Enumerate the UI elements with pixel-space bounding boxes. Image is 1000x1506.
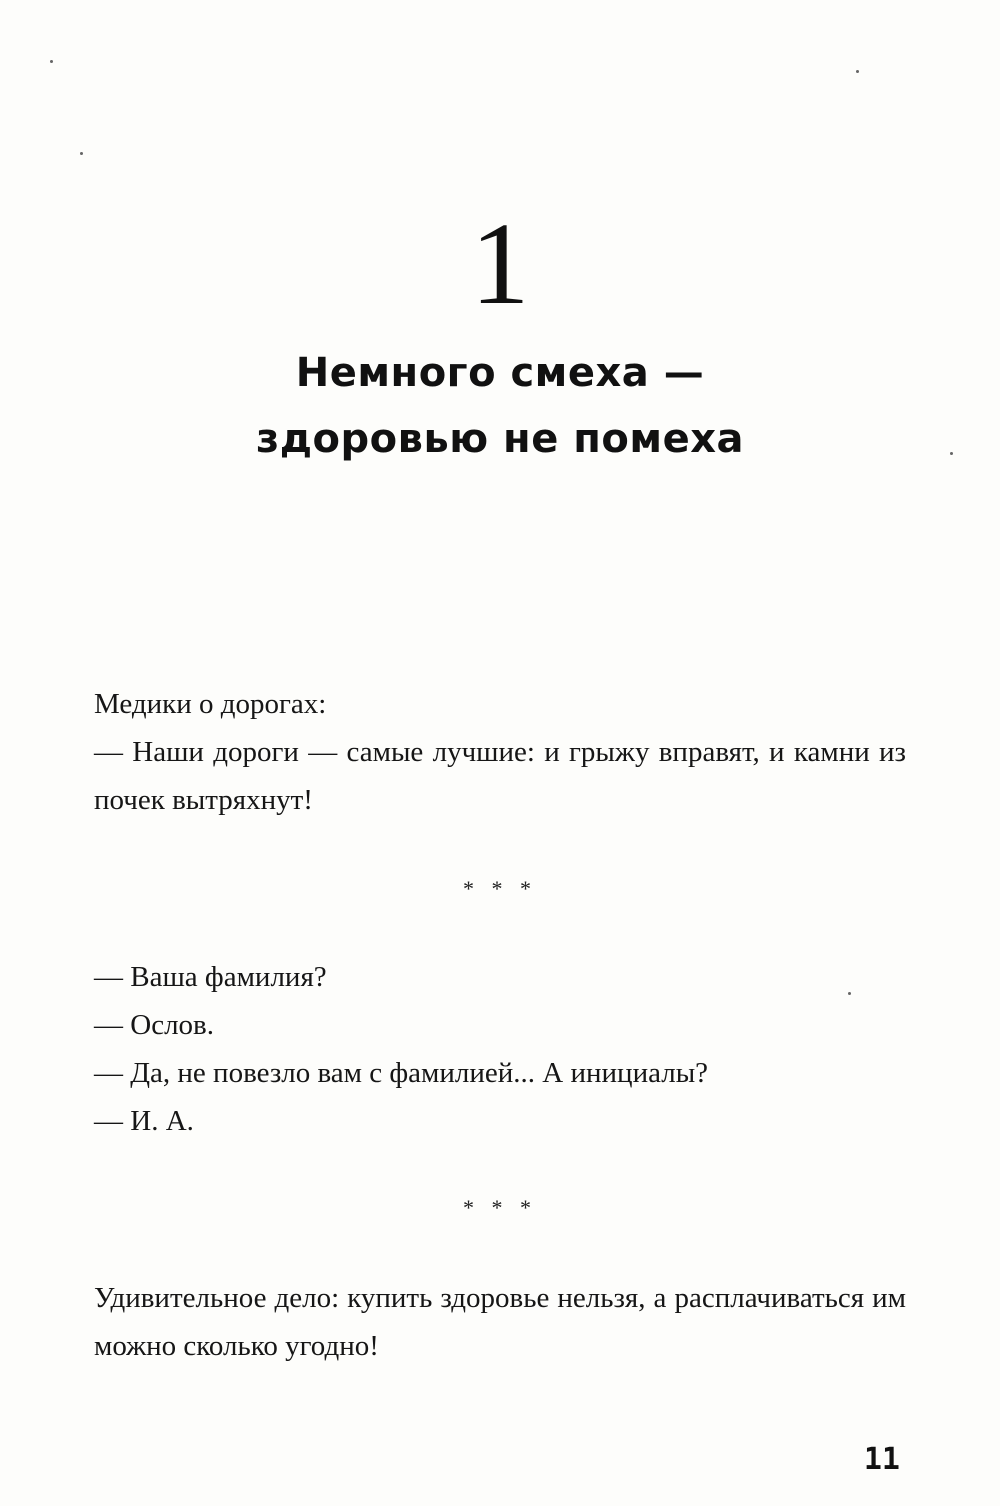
joke-line: Медики о дорогах: bbox=[94, 688, 327, 720]
scan-speck bbox=[856, 70, 859, 73]
joke-block-1 bbox=[94, 680, 906, 824]
chapter-title-line-2: здоровью не помеха bbox=[256, 416, 744, 462]
joke-line: — И. А. bbox=[94, 1105, 194, 1137]
joke-line: — Наши дороги — самые лучшие: и грыжу вправят, и камни из почек вытряхнут! bbox=[94, 736, 906, 816]
joke-line: — Ваша фамилия? bbox=[94, 961, 327, 993]
joke-line: — Ослов. bbox=[94, 1009, 214, 1041]
chapter-number: 1 bbox=[470, 198, 530, 329]
chapter-title-line-1: Немного смеха — bbox=[295, 350, 705, 396]
scan-speck bbox=[80, 152, 83, 155]
scan-speck bbox=[50, 60, 53, 63]
separator-1: * * * bbox=[463, 876, 537, 901]
chapter-title bbox=[0, 340, 1000, 472]
joke-line: — Да, не повезло вам с фамилией... А инициалы? bbox=[94, 1057, 709, 1089]
joke-line: Удивительное дело: купить здоровье нельзя, а расплачиваться им можно сколько угодно! bbox=[94, 1282, 906, 1362]
joke-block-2 bbox=[94, 953, 906, 1145]
page-number: 11 bbox=[863, 1442, 900, 1477]
joke-block-3 bbox=[94, 1274, 906, 1370]
separator-2: * * * bbox=[463, 1195, 537, 1220]
